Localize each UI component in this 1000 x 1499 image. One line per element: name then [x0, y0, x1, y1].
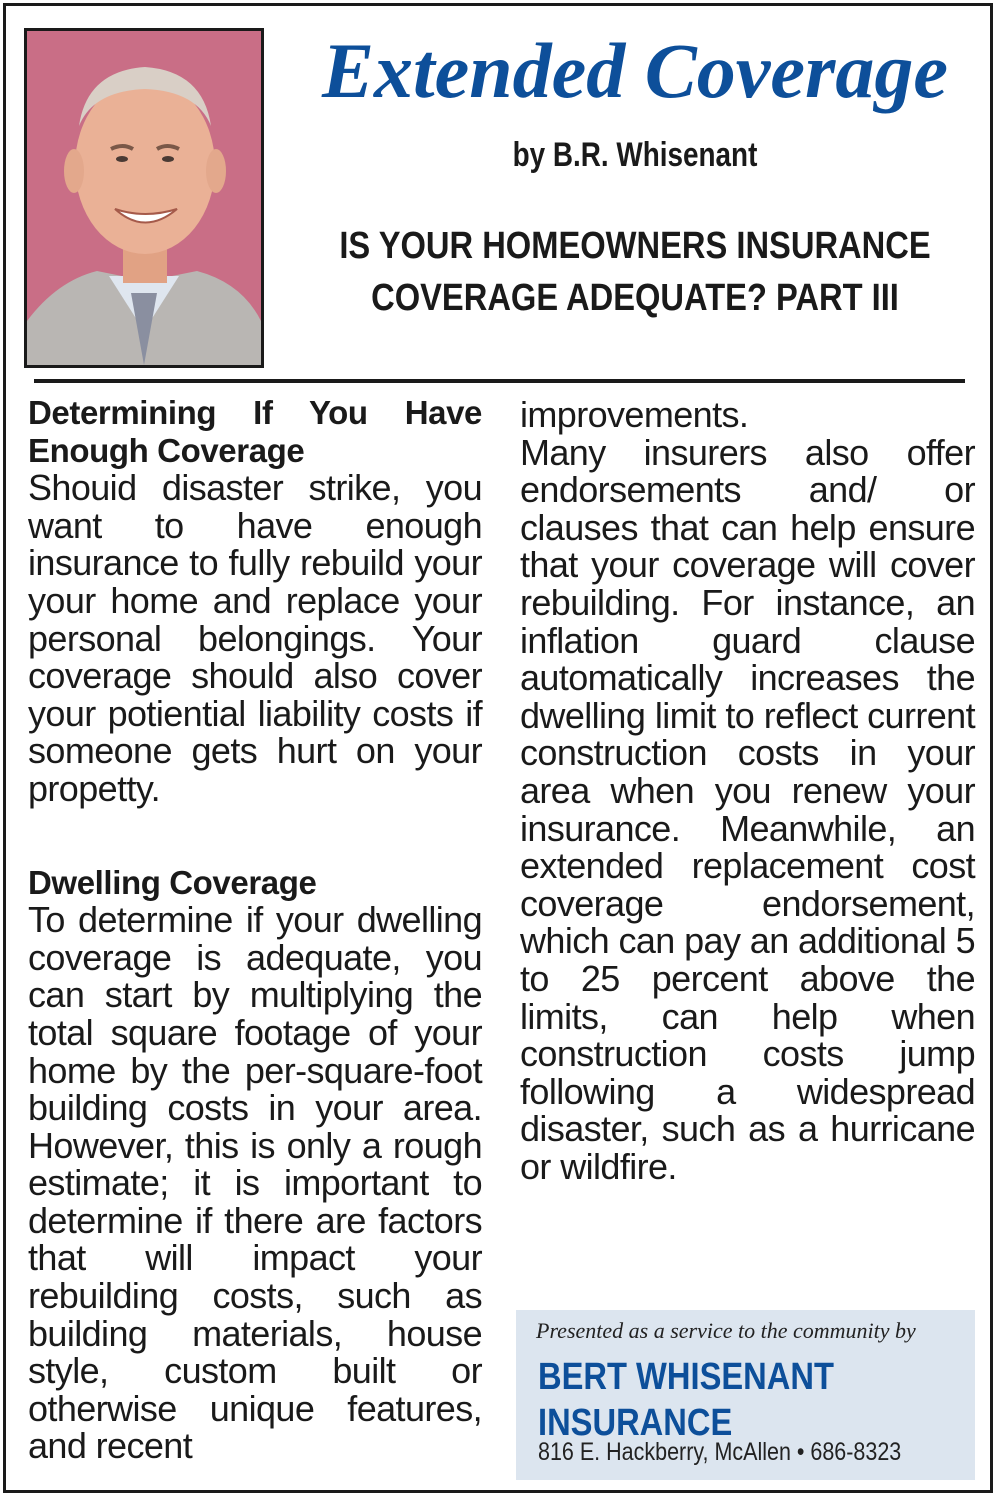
column-title: Extended Coverage: [321, 27, 949, 114]
headline-line-2: COVERAGE ADEQUATE? PART III: [371, 277, 899, 319]
author-portrait-image: [27, 31, 261, 365]
sponsor-tagline: Presented as a service to the community by: [536, 1318, 916, 1343]
author-byline: by B.R. Whisenant: [512, 136, 758, 174]
article-headline: [321, 220, 949, 324]
author-photo: [24, 28, 264, 368]
sponsor-name-line-2: INSURANCE: [538, 1402, 733, 1444]
sponsor-name: [538, 1354, 834, 1446]
section-body-dwelling-coverage: To determine if your dwelling coverage is adequate, you can start by multiplying the total square footage of your home by the per-square-foot building costs in your area. However, this is only a rough estimate; it is important to determine if there are factors that will impact your rebuilding costs, such as building materials, house style, custom built or otherwise unique features, and recent: [28, 899, 482, 1467]
left-column: [28, 394, 482, 1465]
headline-line-1: IS YOUR HOMEOWNERS INSURANCE: [339, 225, 931, 267]
section-body-enough-coverage: Shouid disaster strike, you want to have enough insurance to fully rebuild your your home and replace your personal belongings. Your coverage should also cover your potiential liability costs if someone gets hurt on your propetty.: [28, 467, 482, 809]
section-heading-enough-coverage: Determining If You Have Enough Coverage: [28, 394, 482, 469]
header-divider: [34, 379, 965, 383]
right-column: [520, 396, 975, 1185]
sponsor-address: 816 E. Hackberry, McAllen • 686-8323: [538, 1438, 902, 1466]
section-spacer: [28, 808, 482, 864]
sponsor-box: [516, 1310, 975, 1480]
continued-text: improvements.: [520, 394, 749, 435]
section-heading-dwelling-coverage: Dwelling Coverage: [28, 863, 317, 901]
right-column-body: Many insurers also offer endorsements and/ or clauses that can help ensure that your coverage will cover rebuilding. For instance, an inflation guard clause automatically increases the dwelling limit to reflect current construction costs in your area when you renew your insurance. Meanwhile, an extended replacement cost coverage endorsement, which can pay an additional 5 to 25 percent above the limits, can help when construction costs jump following a widespread disaster, such as a hurricane or wildfire.: [520, 431, 975, 1187]
sponsor-name-line-1: BERT WHISENANT: [538, 1356, 834, 1398]
